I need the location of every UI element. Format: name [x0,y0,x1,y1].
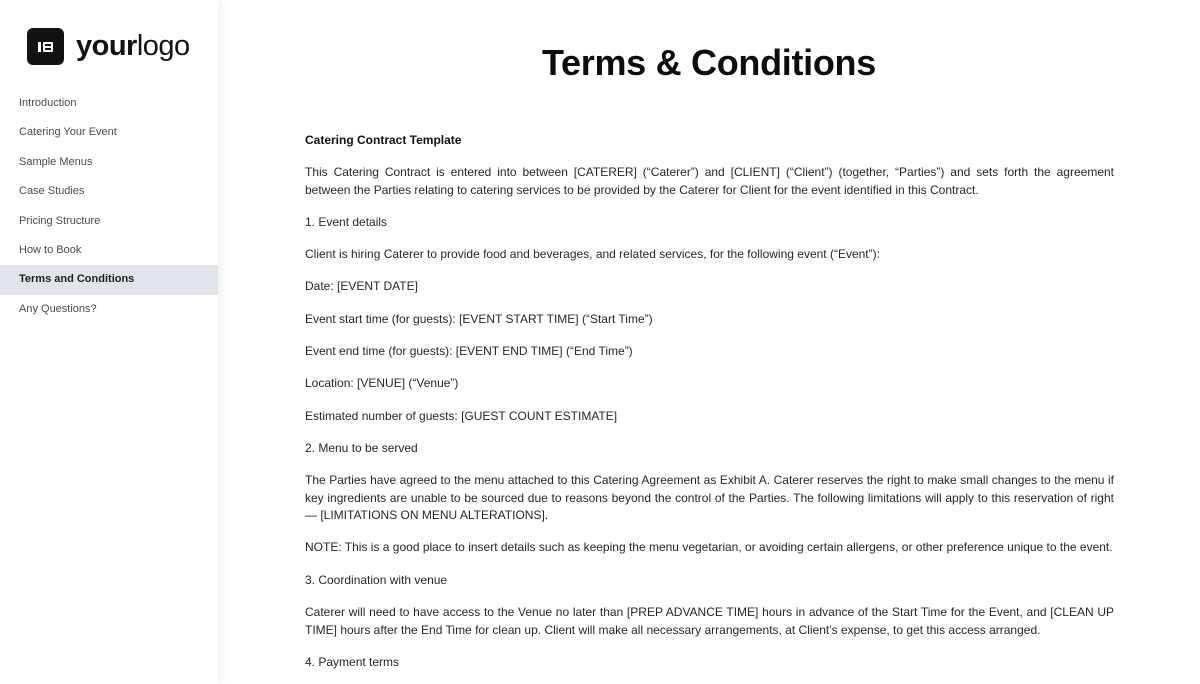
field-location: Location: [VENUE] (“Venue”) [305,376,459,391]
page-title: Terms & Conditions [542,42,876,83]
field-start-time: Event start time (for guests): [EVENT START TIME] (“Start Time”) [305,311,653,326]
paragraph-menu: The Parties have agreed to the menu attached to this Catering Agreement as Exhibit A. Caterer reserves the right to make small changes to the menu if key ingredients are unable to be sourced due to reasons beyond the control of the Parties. The following limitations will apply to this reservation of right — [LIMITATIONS ON MENU ALTERATIONS]. [305,473,1114,523]
document-subtitle: Catering Contract Template [305,133,462,147]
sidebar-item-how-to-book[interactable]: How to Book [19,243,82,256]
logo-mark-icon [27,28,64,65]
section-heading-event-details: 1. Event details [305,214,388,229]
document-body [305,132,1114,684]
paragraph: Client is hiring Caterer to provide food and beverages, and related services, for the following event (“Event”): [305,247,880,262]
sidebar-item-introduction[interactable]: Introduction [19,97,77,109]
field-date: Date: [EVENT DATE] [305,279,418,294]
paragraph-coordination: Caterer will need to have access to the Venue no later than [PREP ADVANCE TIME] hours in advance of the Start Time for the Event, and [CLEAN UP TIME] hours after the End Time for clean up. Client will make all necessary arrangements, at Client’s expense, to get this access arranged. [305,605,1114,637]
section-heading-menu: 2. Menu to be served [305,440,418,455]
field-end-time: Event end time (for guests): [EVENT END TIME] (“End Time”) [305,343,633,358]
logo-text: yourlogo [76,30,190,62]
sidebar-item-pricing-structure[interactable]: Pricing Structure [19,214,101,227]
paragraph-intro: This Catering Contract is entered into between [CATERER] (“Caterer”) and [CLIENT] (“Client”) (together, “Parties”) and sets forth the agreement between the Parties relating to catering services to be provided by the Caterer for Client for the event identified in this Contract. [305,165,1114,197]
section-heading-payment: 4. Payment terms [305,654,400,669]
logo[interactable] [27,28,190,65]
sidebar-item-terms-and-conditions[interactable]: Terms and Conditions [0,265,218,294]
sidebar-nav [0,89,218,324]
sidebar [0,0,218,684]
sidebar-item-sample-menus[interactable]: Sample Menus [19,155,93,168]
section-heading-coordination: 3. Coordination with venue [305,572,448,587]
sidebar-item-any-questions[interactable]: Any Questions? [19,302,97,315]
paragraph-note: NOTE: This is a good place to insert details such as keeping the menu vegetarian, or avoiding certain allergens, or other preference unique to the event. [305,540,1113,555]
field-guest-count: Estimated number of guests: [GUEST COUNT ESTIMATE] [305,408,618,423]
sidebar-item-case-studies[interactable]: Case Studies [19,185,85,198]
sidebar-item-catering-your-event[interactable]: Catering Your Event [19,126,117,139]
main-content [218,0,1200,684]
